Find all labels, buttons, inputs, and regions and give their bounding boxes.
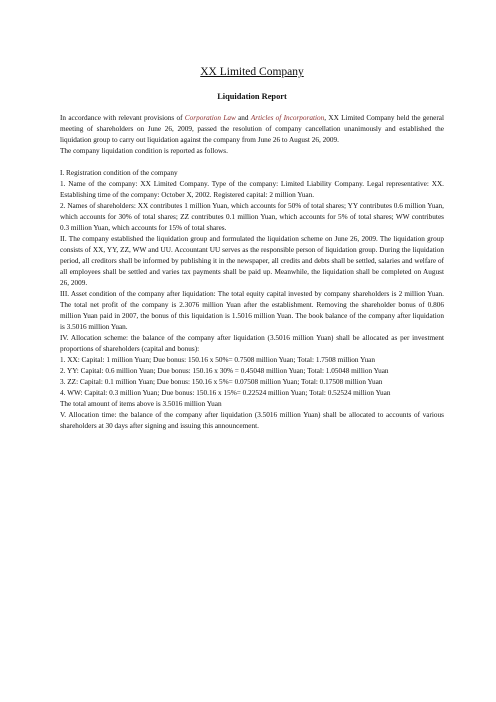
allocation-item-yy: 2. YY: Capital: 0.6 million Yuan; Due bonus: 150.16 x 30% = 0.45048 million Yuan; Total: 1.05048 million Yuan: [60, 367, 389, 375]
allocation-total: The total amount of items above is 3.5016 million Yuan: [60, 400, 222, 408]
section-asset-condition: III. Asset condition of the company after liquidation: The total equity capital invested by company shareholders is 2 million Yuan. The total net profit of the company is 2.3076 million Yuan after the establishment. Removing the shareholder bonus of 0.806 million Yuan paid in 2007, the bonus of this liquidation is 1.5016 million Yuan. The book balance of the company after liquidation is 3.5016 million Yuan.: [60, 290, 444, 331]
paragraph-gap: [60, 157, 444, 168]
intro-text-3: , XX Limited Company held the general meeting of shareholders on June 26, 2009, passed the resolution of company cancellation unanimously and established the liquidation group to carry out liquidation against the company from June 26 to August 26, 2009.: [60, 114, 445, 144]
section-liquidation-group: II. The company established the liquidation group and formulated the liquidation scheme on June 26, 2009. The liquidation group consists of XX, YY, ZZ, WW and UU. Accountant UU serves as the responsible person of liquidation group. During the liquidation period, all creditors shall be informed by publishing it in the newspaper, all credits and debts shall be settled, salaries and welfare of all employees shall be settled and varies tax payments shall be paid up. Meanwhile, the liquidation shall be completed on August 26, 2009.: [60, 235, 444, 287]
section-allocation-time: V. Allocation time: the balance of the company after liquidation (3.5016 million Yuan) shall be allocated to accounts of various shareholders at 30 days after signing and issuing this announcement.: [60, 411, 444, 430]
allocation-item-ww: 4. WW: Capital: 0.3 million Yuan; Due bonus: 150.16 x 15%= 0.22524 million Yuan; Total: 0.52524 million Yuan: [60, 389, 391, 397]
report-intro-line: The company liquidation condition is reported as follows.: [60, 147, 228, 155]
section-allocation-scheme: IV. Allocation scheme: the balance of the company after liquidation (3.5016 million Yuan) shall be allocated as per investment proportions of shareholders (capital and bonus):: [60, 334, 444, 353]
intro-text-2: and: [235, 114, 251, 122]
company-title: XX Limited Company: [200, 66, 304, 78]
report-title: Liquidation Report: [217, 92, 287, 101]
allocation-item-zz: 3. ZZ: Capital: 0.1 million Yuan; Due bonus: 150.16 x 5%= 0.07508 million Yuan; Total: 0.17508 million Yuan: [60, 378, 383, 386]
registration-item-shareholders: 2. Names of shareholders: XX contributes 1 million Yuan, which accounts for 50% of total shares; YY contributes 0.6 million Yuan, which accounts for 30% of total shares; ZZ contributes 0.1 million Yuan, which accounts for 5% of total shares; WW contributes 0.3 million Yuan, which accounts for 15% of total shares.: [60, 202, 444, 232]
law-reference-corporation-law: Corporation Law: [184, 114, 236, 122]
intro-text-1: In accordance with relevant provisions of: [60, 114, 185, 122]
allocation-item-xx: 1. XX: Capital: 1 million Yuan; Due bonus: 150.16 x 50%= 0.7508 million Yuan; Total: 1.7508 million Yuan: [60, 356, 375, 364]
section-heading-registration: I. Registration condition of the company: [60, 169, 178, 177]
intro-paragraph: [60, 113, 444, 146]
registration-item-company: 1. Name of the company: XX Limited Company. Type of the company: Limited Liability Company. Legal representative: XX. Establishing time of the company: October X, 2002. Registered capital: 2 million Yuan.: [60, 180, 444, 199]
law-reference-articles: Articles of Incorporation: [250, 114, 325, 122]
